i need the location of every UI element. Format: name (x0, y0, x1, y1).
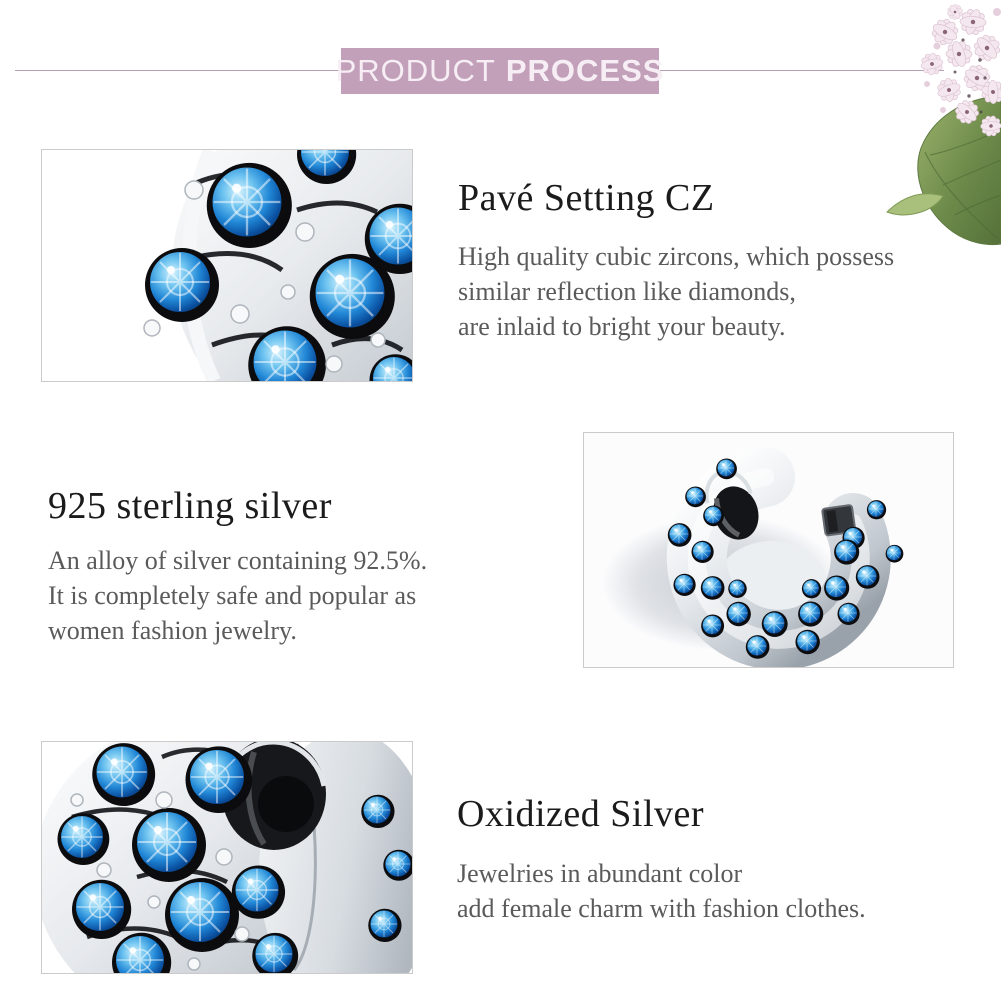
section-oxidized-silver (457, 792, 977, 926)
product-image-bead-angle (41, 741, 413, 974)
open-charm-illustration (584, 433, 953, 667)
body-line: women fashion jewelry. (48, 616, 297, 645)
product-image-open-charm (583, 432, 954, 668)
body-line: Jewelries in abundant color (457, 859, 743, 888)
body-line: It is completely safe and popular as (48, 581, 417, 610)
section-body-silver (48, 543, 568, 648)
section-banner (335, 48, 665, 94)
pave-macro-illustration (42, 150, 412, 381)
lilac-flower-decoration (885, 0, 1001, 250)
section-title-silver: 925 sterling silver (48, 485, 332, 527)
bead-angle-illustration (42, 742, 412, 973)
banner-word-process: PROCESS (505, 53, 665, 88)
body-line: similar reflection like diamonds, (458, 277, 796, 306)
section-sterling-silver (48, 484, 568, 648)
section-body-pave (458, 239, 978, 344)
section-body-oxidized (457, 856, 977, 926)
big-leaf (887, 96, 1001, 245)
body-line: High quality cubic zircons, which possess (458, 242, 895, 271)
section-title-pave: Pavé Setting CZ (458, 177, 715, 219)
section-title-oxidized: Oxidized Silver (457, 793, 705, 835)
body-line: are inlaid to bright your beauty. (458, 312, 786, 341)
lilac-blossom-cluster (916, 0, 1001, 140)
body-line: An alloy of silver containing 92.5%. (48, 546, 428, 575)
body-line: add female charm with fashion clothes. (457, 894, 866, 923)
banner-word-product: PRODUCT (335, 53, 496, 88)
product-image-pave-macro (41, 149, 413, 382)
